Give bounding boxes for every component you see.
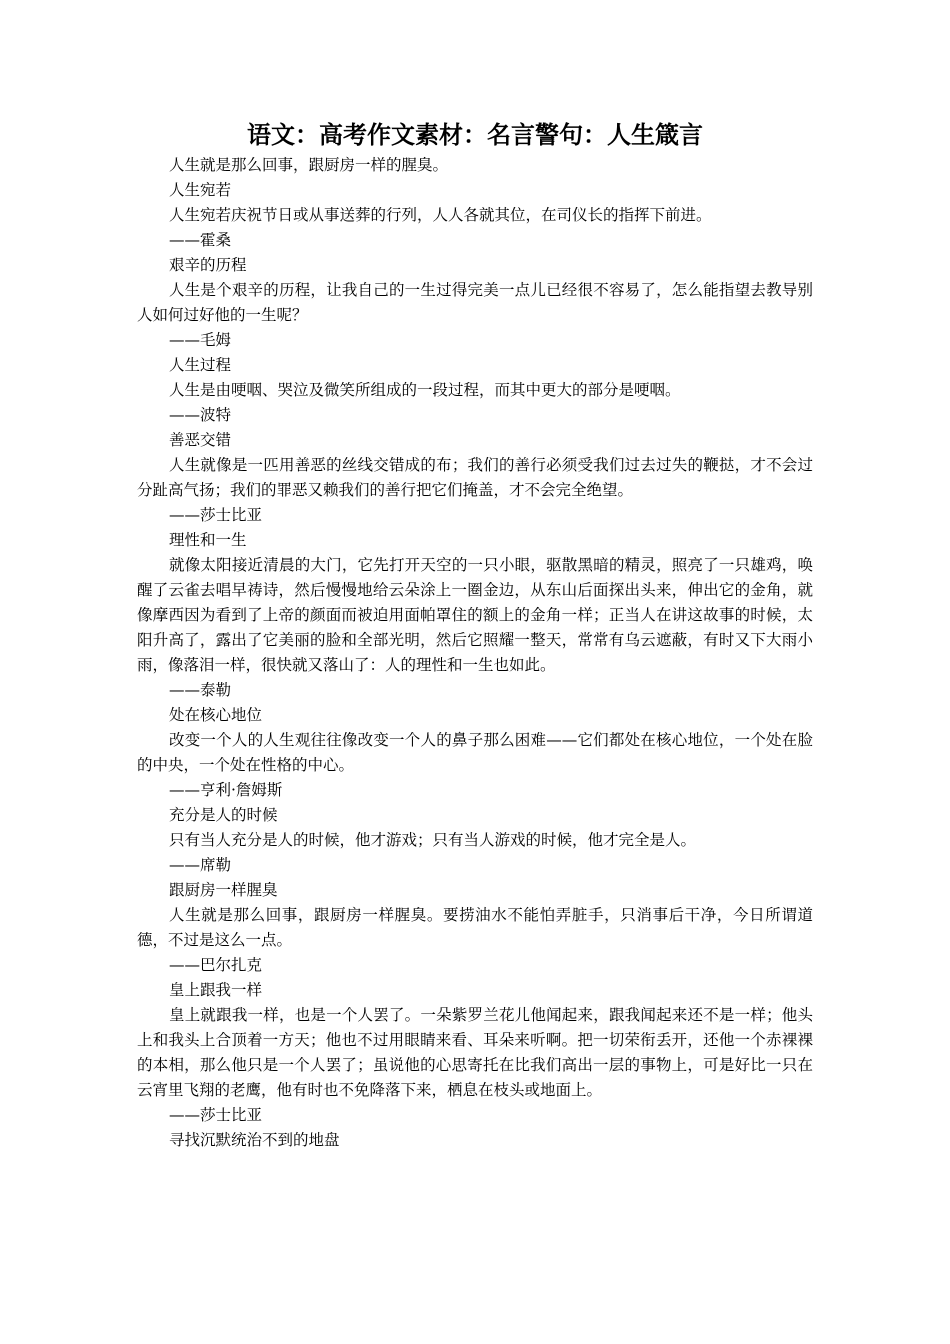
document-page <box>137 117 813 1153</box>
document-title: 语文：高考作文素材：名言警句：人生箴言 <box>247 120 703 149</box>
paragraph: 皇上就跟我一样，也是一个人罢了。一朵紫罗兰花儿他闻起来，跟我闻起来还不是一样；他头上和我头上合顶着一方天；他也不过用眼睛来看、耳朵来听啊。把一切荣衔丢开，还他一个赤裸裸的本相，那么他只是一个人罢了；虽说他的心思寄托在比我们高出一层的事物上，可是好比一只在云宵里飞翔的老鹰，他有时也不免降落下来，栖息在枝头或地面上。 <box>137 1006 813 1099</box>
paragraph: 人生宛若 <box>169 181 232 199</box>
paragraph: 皇上跟我一样 <box>169 981 263 999</box>
paragraph: 艰辛的历程 <box>169 256 247 274</box>
paragraph: ——莎士比亚 <box>169 506 263 524</box>
paragraph: 人生是由哽咽、哭泣及微笑所组成的一段过程，而其中更大的部分是哽咽。 <box>169 381 681 399</box>
document-body <box>137 153 813 1153</box>
paragraph: 人生宛若庆祝节日或从事送葬的行列，人人各就其位，在司仪长的指挥下前进。 <box>169 206 712 224</box>
paragraph: 人生就是那么回事，跟厨房一样的腥臭。 <box>169 156 449 174</box>
paragraph: ——波特 <box>169 406 232 424</box>
paragraph: ——毛姆 <box>169 331 232 349</box>
paragraph: 处在核心地位 <box>169 706 263 724</box>
paragraph: 人生就像是一匹用善恶的丝线交错成的布；我们的善行必须受我们过去过失的鞭挞，才不会过分趾高气扬；我们的罪恶又赖我们的善行把它们掩盖，才不会完全绝望。 <box>137 456 813 499</box>
paragraph: 就像太阳接近清晨的大门，它先打开天空的一只小眼，驱散黑暗的精灵，照亮了一只雄鸡，唤醒了云雀去唱早祷诗，然后慢慢地给云朵涂上一圈金边，从东山后面探出头来，伸出它的金角，就像摩西因为看到了上帝的颜面而被迫用面帕罩住的额上的金角一样；正当人在讲这故事的时候，太阳升高了，露出了它美丽的脸和全部光明，然后它照耀一整天，常常有乌云遮蔽，有时又下大雨小雨，像落泪一样，很快就又落山了：人的理性和一生也如此。 <box>137 556 813 674</box>
paragraph: 跟厨房一样腥臭 <box>169 881 278 899</box>
paragraph: 改变一个人的人生观往往像改变一个人的鼻子那么困难——它们都处在核心地位，一个处在脸的中央，一个处在性格的中心。 <box>137 731 813 774</box>
paragraph: 人生过程 <box>169 356 232 374</box>
paragraph: 善恶交错 <box>169 431 232 449</box>
paragraph: 人生是个艰辛的历程，让我自己的一生过得完美一点儿已经很不容易了，怎么能指望去教导别人如何过好他的一生呢？ <box>137 281 813 324</box>
paragraph: 充分是人的时候 <box>169 806 278 824</box>
paragraph: ——莎士比亚 <box>169 1106 263 1124</box>
paragraph: ——泰勒 <box>169 681 232 699</box>
paragraph: ——亨利·詹姆斯 <box>169 781 283 799</box>
paragraph: ——巴尔扎克 <box>169 956 263 974</box>
paragraph: 理性和一生 <box>169 531 247 549</box>
paragraph: 寻找沉默统治不到的地盘 <box>169 1131 340 1149</box>
paragraph: 人生就是那么回事，跟厨房一样腥臭。要捞油水不能怕弄脏手，只消事后干净，今日所谓道德，不过是这么一点。 <box>137 906 813 949</box>
paragraph: 只有当人充分是人的时候，他才游戏；只有当人游戏的时候，他才完全是人。 <box>169 831 697 849</box>
paragraph: ——席勒 <box>169 856 232 874</box>
paragraph: ——霍桑 <box>169 231 232 249</box>
